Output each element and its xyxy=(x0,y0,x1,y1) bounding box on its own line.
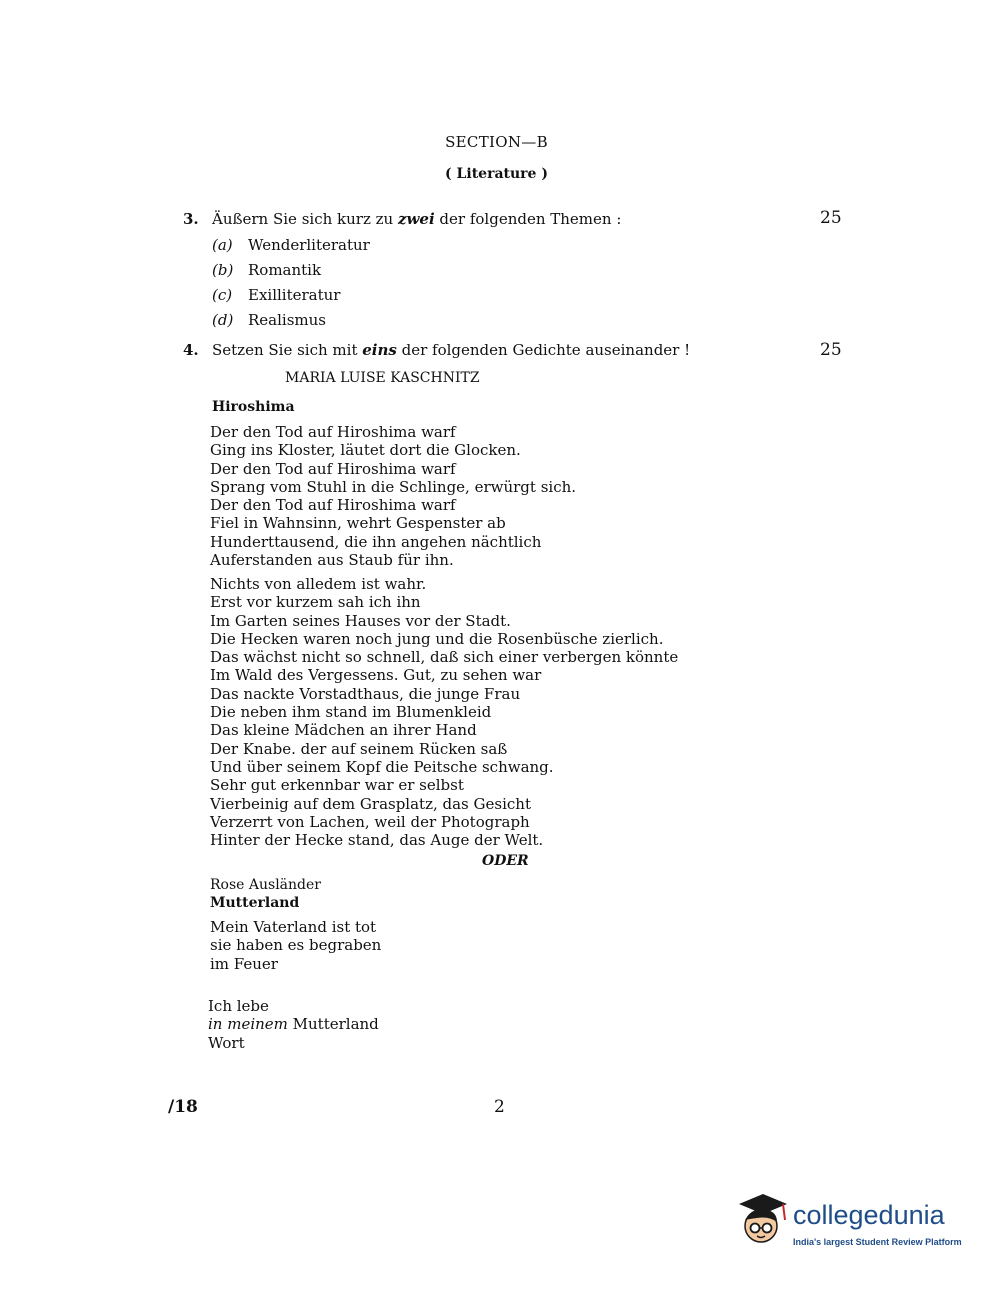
option-b-text: Romantik xyxy=(248,261,322,279)
question-3-text-b: der folgenden Themen : xyxy=(434,210,622,228)
question-4-emphasis: eins xyxy=(362,341,397,359)
poem-line: Und über seinem Kopf die Peitsche schwang. xyxy=(210,757,554,776)
poem-line: sie haben es begraben xyxy=(210,936,382,955)
poem-line: Erst vor kurzem sah ich ihn xyxy=(210,593,421,612)
option-c xyxy=(212,286,370,311)
logo-wordmark: collegedunia xyxy=(793,1200,945,1230)
option-b xyxy=(212,261,370,286)
poem-line: Auferstanden aus Staub für ihn. xyxy=(210,551,454,570)
poem-2-stanza-1 xyxy=(210,918,381,973)
question-4-marks: 25 xyxy=(820,340,842,360)
poem-line: Nichts von alledem ist wahr. xyxy=(210,575,427,593)
option-d-label: (d) xyxy=(212,311,234,329)
question-3-text-a: Äußern Sie sich kurz zu xyxy=(212,210,398,228)
poem-1-author: MARIA LUISE KASCHNITZ xyxy=(285,370,480,386)
poem-line: Verzerrt von Lachen, weil der Photograph xyxy=(210,812,530,831)
poem-line: Die neben ihm stand im Blumenkleid xyxy=(210,703,492,722)
option-a-text: Wenderliteratur xyxy=(248,236,370,254)
option-b-label: (b) xyxy=(212,261,234,279)
poem-line: Der den Tod auf Hiroshima warf xyxy=(210,496,456,515)
oder-separator: ODER xyxy=(482,853,529,869)
question-3-emphasis: zwei xyxy=(397,210,435,228)
poem-line: Das wächst nicht so schnell, daß sich einer verbergen könnte xyxy=(210,648,679,667)
option-a xyxy=(212,236,370,261)
poem-line: Der Knabe. der auf seinem Rücken saß xyxy=(210,739,508,758)
option-a-label: (a) xyxy=(212,236,233,254)
poem-line: Vierbeinig auf dem Grasplatz, das Gesicht xyxy=(210,794,531,813)
question-4-text-b: der folgenden Gedichte auseinander ! xyxy=(396,341,691,359)
question-3-text xyxy=(212,210,621,228)
poem-line: Sprang vom Stuhl in die Schlinge, erwürgt sich. xyxy=(210,477,577,496)
poem-2-title: Mutterland xyxy=(210,895,300,911)
poem-line: Die Hecken waren noch jung und die Rosenbüsche zierlich. xyxy=(210,629,664,648)
option-c-label: (c) xyxy=(212,286,233,304)
poem-line: Mein Vaterland ist tot xyxy=(210,918,377,936)
poem-1-title: Hiroshima xyxy=(212,399,295,415)
section-title: SECTION—B xyxy=(445,133,548,151)
question-3-number: 3. xyxy=(183,210,199,228)
poem-line: Im Wald des Vergessens. Gut, zu sehen war xyxy=(210,666,542,685)
poem-line: im Feuer xyxy=(210,954,278,973)
question-3-marks: 25 xyxy=(820,208,842,228)
mascot-icon xyxy=(733,1192,789,1252)
poem-1-stanza-2 xyxy=(210,575,678,849)
poem-line: Ging ins Kloster, läutet dort die Glocken. xyxy=(210,441,521,460)
poem-line: Wort xyxy=(208,1033,245,1052)
poem-line: Hinter der Hecke stand, das Auge der Welt. xyxy=(210,831,544,850)
poem-line xyxy=(208,1015,379,1033)
section-subtitle: ( Literature ) xyxy=(445,166,548,182)
poem-line: Im Garten seines Hauses vor der Stadt. xyxy=(210,611,511,630)
poem-2-author: Rose Ausländer xyxy=(210,877,321,893)
poem-line: Das nackte Vorstadthaus, die junge Frau xyxy=(210,684,521,703)
poem-line: Der den Tod auf Hiroshima warf xyxy=(210,423,456,441)
question-4-text xyxy=(212,341,690,359)
poem-line: Ich lebe xyxy=(208,997,269,1015)
question-4-number: 4. xyxy=(183,341,199,359)
poem-1-stanza-1 xyxy=(210,423,576,569)
poem-line: Das kleine Mädchen an ihrer Hand xyxy=(210,721,477,740)
poem-line-rest: Mutterland xyxy=(287,1015,379,1034)
poem-line: Sehr gut erkennbar war er selbst xyxy=(210,776,464,795)
poem-line: Fiel in Wahnsinn, wehrt Gespenster ab xyxy=(210,514,506,533)
question-4-text-a: Setzen Sie sich mit xyxy=(212,341,363,359)
poem-line-italic: in meinem xyxy=(208,1015,288,1034)
page-number: 2 xyxy=(494,1097,505,1117)
option-d xyxy=(212,311,370,336)
poem-line: Der den Tod auf Hiroshima warf xyxy=(210,459,456,478)
poem-line: Hunderttausend, die ihn angehen nächtlich xyxy=(210,532,542,551)
logo-tagline: India's largest Student Review Platform xyxy=(793,1237,962,1247)
option-d-text: Realismus xyxy=(248,311,326,329)
option-c-text: Exilliteratur xyxy=(248,286,341,304)
paper-code: /18 xyxy=(168,1097,198,1117)
question-3-options xyxy=(212,236,370,336)
poem-2-stanza-2 xyxy=(208,997,379,1052)
collegedunia-logo xyxy=(733,1192,963,1252)
